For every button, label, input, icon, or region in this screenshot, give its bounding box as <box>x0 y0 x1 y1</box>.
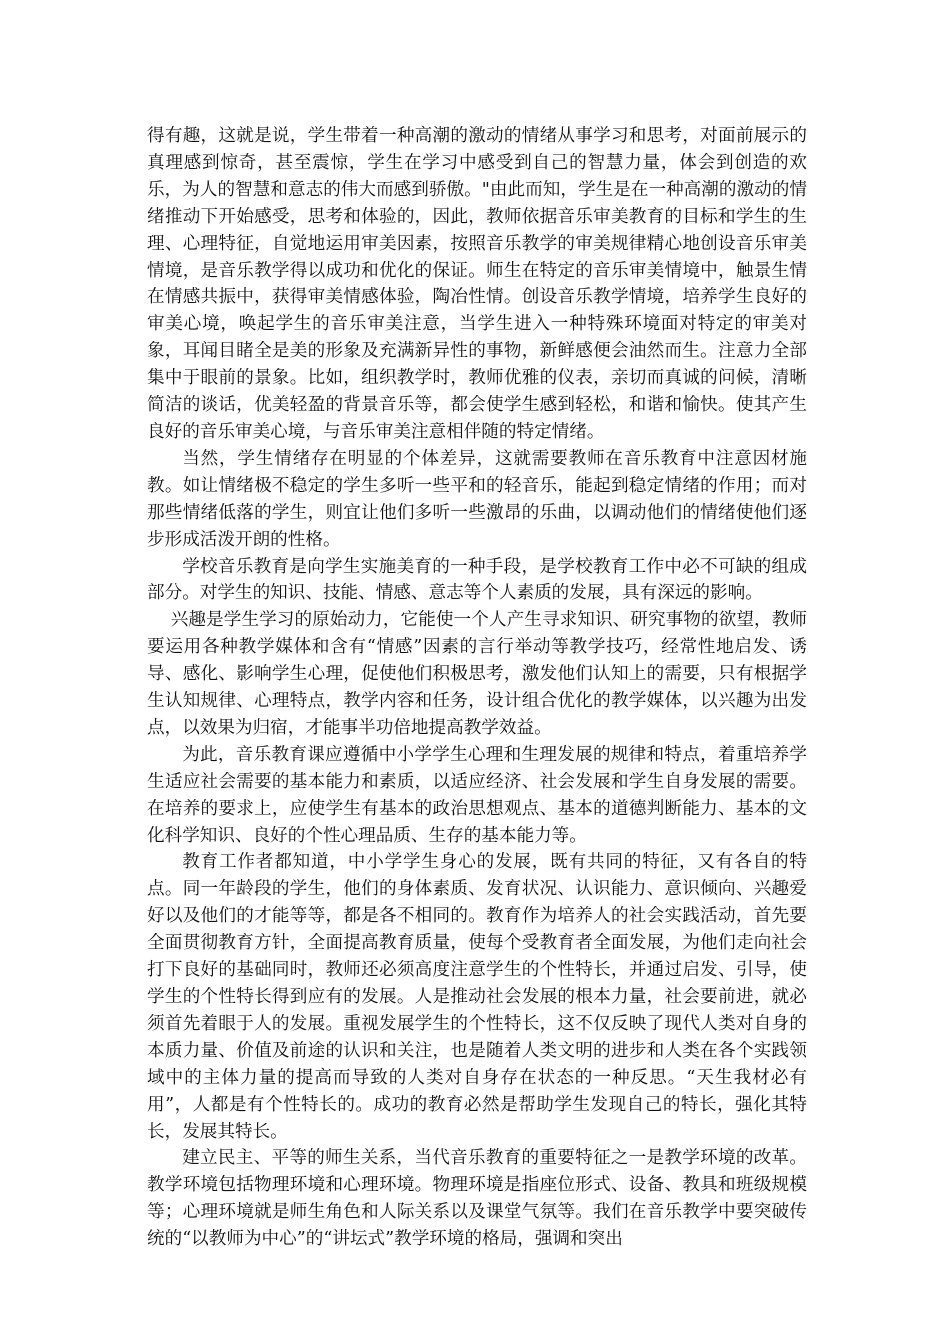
paragraph-3: 学校音乐教育是向学生实施美育的一种手段，是学校教育工作中必不可缺的组成部分。对学生的知识、技能、情感、意志等个人素质的发展，具有深远的影响。 <box>147 556 807 604</box>
paragraph-7: 建立民主、平等的师生关系，当代音乐教育的重要特征之一是教学环境的改革。教学环境包括物理环境和心理环境。物理环境是指座位形式、设备、教具和班级规模等；心理环境就是师生角色和人际关系以及课堂气氛等。我们在音乐教学中要突破传统的“以教师为中心”的“讲坛式”教学环境的格局，强调和突出 <box>147 1148 807 1250</box>
paragraph-1: 得有趣，这就是说，学生带着一种高潮的激动的情绪从事学习和思考，对面前展示的真理感到惊奇，甚至震惊，学生在学习中感受到自己的智慧力量，体会到创造的欢乐，为人的智慧和意志的伟大而感到骄傲。"由此而知，学生是在一种高潮的激动的情绪推动下开始感受，思考和体验的，因此，教师依据音乐审美教育的目标和学生的生理、心理特征，自觉地运用审美因素，按照音乐教学的审美规律精心地创设音乐审美情境，是音乐教学得以成功和优化的保证。师生在特定的音乐审美情境中，触景生情在情感共振中，获得审美情感体验，陶冶性情。创设音乐教学情境，培养学生良好的审美心境，唤起学生的音乐审美注意，当学生进入一种特殊环境面对特定的审美对象，耳闻目睹全是美的形象及充满新异性的事物，新鲜感便会油然而生。注意力全部集中于眼前的景象。比如，组织教学时，教师优雅的仪表，亲切而真诚的问候，清晰简洁的谈话，优美轻盈的背景音乐等，都会使学生感到轻松，和谐和愉快。使其产生良好的音乐审美心境，与音乐审美注意相伴随的特定情绪。 <box>147 126 807 442</box>
paragraph-5: 为此，音乐教育课应遵循中小学学生心理和生理发展的规律和特点，着重培养学生适应社会需要的基本能力和素质，以适应经济、社会发展和学生自身发展的需要。在培养的要求上，应使学生有基本的政治思想观点、基本的道德判断能力、基本的文化科学知识、良好的个性心理品质、生存的基本能力等。 <box>147 744 807 846</box>
paragraph-6: 教育工作者都知道，中小学学生身心的发展，既有共同的特征，又有各自的特点。同一年龄段的学生，他们的身体素质、发育状况、认识能力、意识倾向、兴趣爱好以及他们的才能等等，都是各不相同的。教育作为培养人的社会实践活动，首先要全面贯彻教育方针，全面提高教育质量，使每个受教育者全面发展，为他们走向社会打下良好的基础同时，教师还必须高度注意学生的个性特长，并通过启发、引导，使学生的个性特长得到应有的发展。人是推动社会发展的根本力量，社会要前进，就必须首先着眼于人的发展。重视发展学生的个性特长，这不仅反映了现代人类对自身的本质力量、价值及前途的认识和关注，也是随着人类文明的进步和人类在各个实践领域中的主体力量的提高而导致的人类对自身存在状态的一种反思。“天生我材必有用”，人都是有个性特长的。成功的教育必然是帮助学生发现自己的特长，强化其特长，发展其特长。 <box>147 852 807 1142</box>
paragraph-2: 当然，学生情绪存在明显的个体差异，这就需要教师在音乐教育中注意因材施教。如让情绪极不稳定的学生多听一些平和的轻音乐，能起到稳定情绪的作用；而对那些情绪低落的学生，则宜让他们多听一些激昂的乐曲，以调动他们的情绪使他们逐步形成活泼开朗的性格。 <box>147 448 807 550</box>
paragraph-4: 兴趣是学生学习的原始动力，它能使一个人产生寻求知识、研究事物的欲望，教师要运用各种教学媒体和含有“情感”因素的言行举动等教学技巧，经常性地启发、诱导、感化、影响学生心理，促使他们积极思考，激发他们认知上的需要，只有根据学生认知规律、心理特点，教学内容和任务，设计组合优化的教学媒体，以兴趣为出发点，以效果为归宿，才能事半功倍地提高教学效益。 <box>147 610 807 738</box>
body-text <box>147 123 807 1253</box>
